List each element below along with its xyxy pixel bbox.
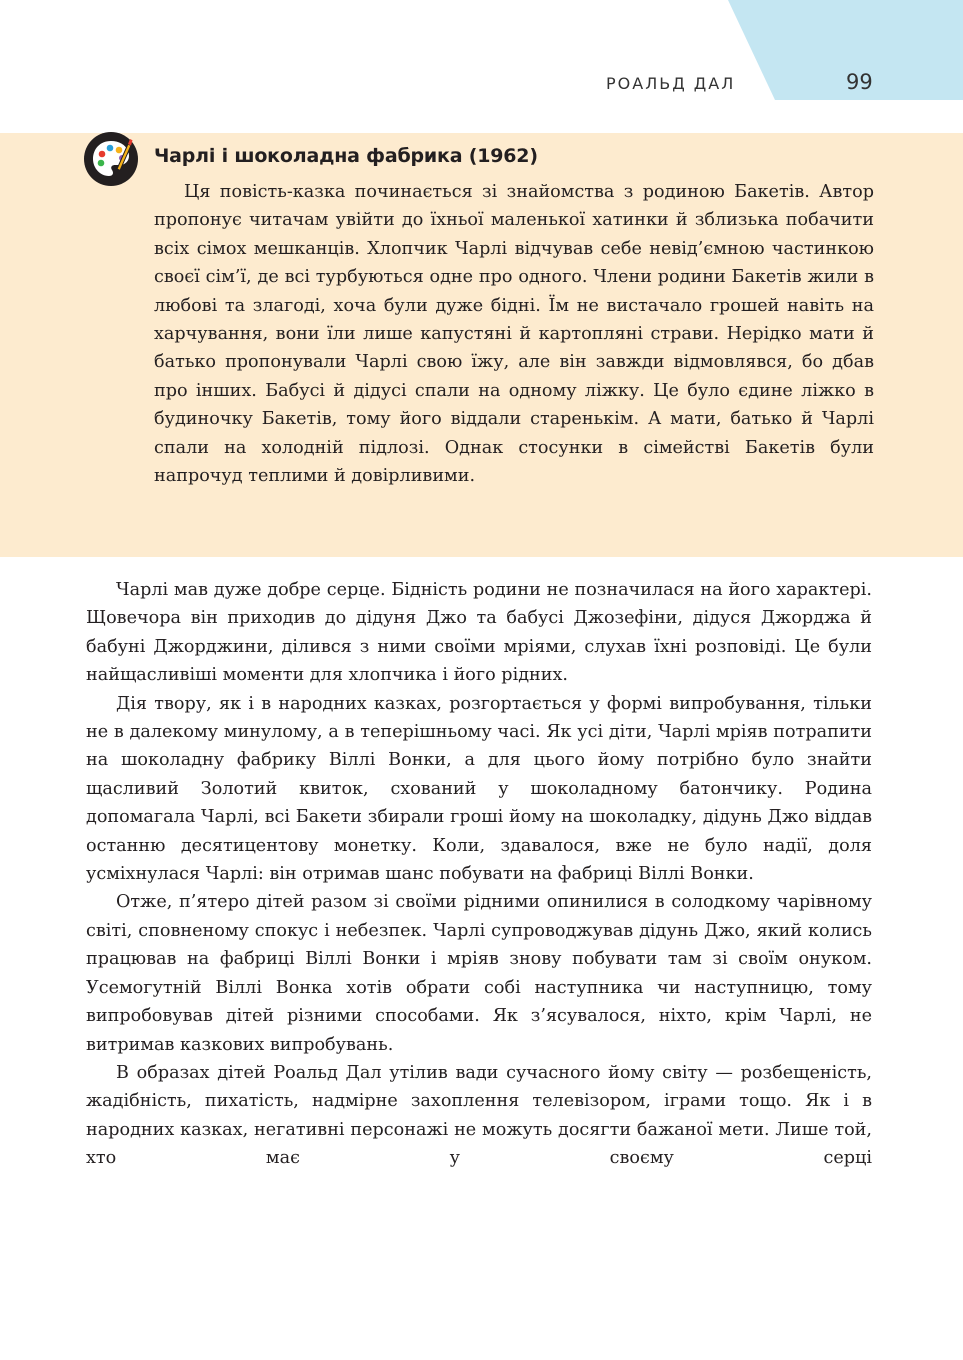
palette-icon	[84, 132, 138, 186]
paragraph: Дія твору, як і в народних казках, розгортається у формі випробування, тільки не в далекому минулому, а в теперішньому часі. Як усі діти, Чарлі мріяв потрапити на шоколадну фабрику Віллі Вонки, а для цього йому потрібно було знайти щасливий Золотий квиток, схований у шоколадному батончику. Родина допомагала Чарлі, всі Бакети збирали гроші йому на шоколадку, дідунь Джо віддав останню десятицентову монетку. Коли, здавалося, вже не було надії, доля усміхнулася Чарлі: він отримав шанс побувати на фабриці Віллі Вонки.	[86, 693, 872, 885]
page-number: 99	[846, 70, 873, 94]
main-text	[86, 576, 872, 1173]
running-head: РОАЛЬД ДАЛ	[606, 74, 736, 93]
paragraph: Чарлі мав дуже добре серце. Бідність родини не позначилася на його характері. Щовечора він приходив до дідуня Джо та бабусі Джозефіни, дідуся Джорджа й бабуні Джорджини, ділився з ними своїми мріями, слухав їхні розповіді. Це були найщасливіші моменти для хлопчика і його рідних.	[86, 580, 872, 686]
box-title: Чарлі і шоколадна фабрика (1962)	[154, 145, 538, 167]
paragraph: Отже, п’ятеро дітей разом зі своїми рідними опинилися в солодкому чарівному світі, сповненому спокус і небезпек. Чарлі супроводжував дідунь Джо, який колись працював на фабриці Віллі Вонки і мріяв знову побувати там зі своїм онуком. Усемогутній Віллі Вонка хотів обрати собі наступника чи наступницю, тому випробовував дітей різними способами. Як з’ясувалося, ніхто, крім Чарлі, не витримав казкових випробувань.	[86, 892, 872, 1055]
box-text: Ця повість-казка починається зі знайомства з родиною Бакетів. Автор пропонує читачам увійти до їхньої маленької хатинки й зблизька побачити всіх сімох мешканців. Хлопчик Чарлі відчував себе невід’ємною частинкою своєї сім’ї, де всі турбуються одне про одного. Члени родини Бакетів жили в любові та злагоді, хоча були дуже бідні. Їм не вистачало грошей навіть на харчування, вони їли лише капустяні й картопляні страви. Нерідко мати й батько пропонували Чарлі свою їжу, але він завжди відмовлявся, бо дбав про інших. Бабусі й дідусі спали на одному ліжку. Це було єдине ліжко в будиночку Бакетів, тому його віддали старенькім. А мати, батько й Чарлі спали на холодній підлозі. Однак стосунки в сімействі Бакетів були напрочуд теплими й довірливими.	[154, 182, 874, 487]
paragraph: В образах дітей Роальд Дал утілив вади сучасного йому світу — розбещеність, жадібність, пихатість, надмірне захоплення телевізором, іграми тощо. Як і в народних казках, негативні персонажі не можуть досягти бажаної мети. Лише той, хто має у своєму серці	[86, 1062, 872, 1169]
